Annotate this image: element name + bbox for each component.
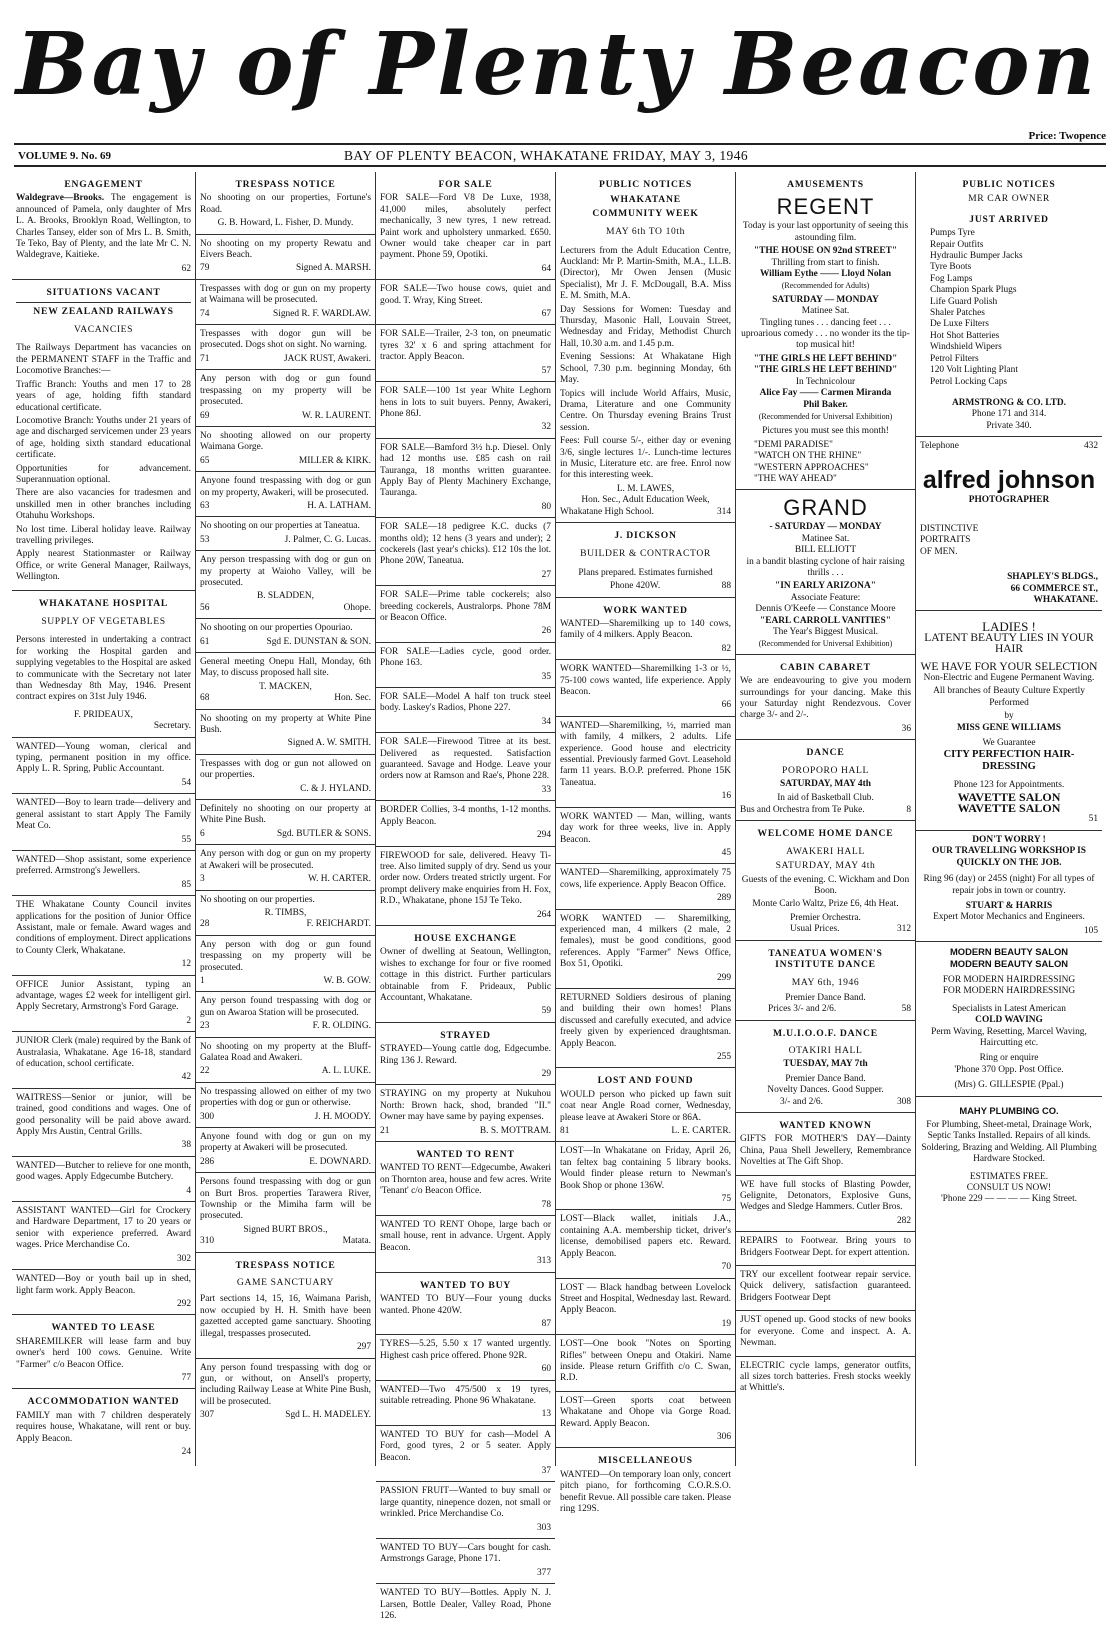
lost-found-ad: LOST—Green sports coat between Whakatane and Ohope via Gorge Road. Reward. Apply Beacon. 306 bbox=[556, 1392, 735, 1449]
product-list-item: De Luxe Filters bbox=[930, 319, 989, 330]
photographer-ad: Telephone 432 alfred johnson PHOTOGRAPHER DISTINCTIVE PORTRAITS OF MEN. SHAPLEY'S BLDGS., 66 COMMERCE ST., WHAKATANE. bbox=[916, 437, 1102, 611]
product-list-item: 120 Volt Lighting Plant bbox=[930, 365, 1018, 376]
product-list-item: Life Guard Polish bbox=[930, 296, 998, 307]
welcome-home-dance-ad: WELCOME HOME DANCE AWAKERI HALL SATURDAY, MAY 4th Guests of the evening. C. Wickham and Don Boon. Monte Carlo Waltz, Prize £6, 4th Heat. Premier Orchestra. Usual Prices. 312 bbox=[736, 821, 915, 940]
lost-found-ad: LOST—One book "Notes on Sporting Rifles" between Onepu and Otakiri. Name inside. Please return Griffith c/o C. Swan, R.D. bbox=[556, 1335, 735, 1392]
regent-theatre-ad: AMUSEMENTS REGENT Today is your last opportunity of seeing this astounding film. "THE HOUSE ON 92nd STREET" Thrilling from start to finish. William Eythe —— Lloyd Nolan (Recommended for Adults) SATURDAY — MONDAY Matinee Sat. Tingling tunes . . . dancing feet . . . uproarious comedy . . . no wonder its the tip-top musical hit! "THE GIRLS HE LEFT BEHIND" "THE GIRLS HE LEFT BEHIND" In Technicolour Alice Fay —— Carmen Miranda Phil Baker. (Recommended for Universal Exhibition) Pictures you must see this month! "DEMI PARADISE" "WATCH ON THE RHINE" "WESTERN APPROACHES" "THE WAY AHEAD" bbox=[736, 172, 915, 490]
page-columns bbox=[12, 172, 1102, 1622]
wanted-known-ad: WE have full stocks of Blasting Powder, Gelignite, Detonators, Explosive Guns, Wedges and Sledge Hammers. Cutler Bros. 282 bbox=[736, 1176, 915, 1233]
for-sale-ad: FOR SALE FOR SALE—Ford V8 De Luxe, 1938, 41,000 miles, absolutely perfect mechanically, 3 new tyres, 1 new retread. Paint work and upholstery unmarked. £650. Owner would take cheaper car in part payment. Phone 59, Opotiki. 64 bbox=[376, 172, 555, 280]
wanted-to-buy-ad: WANTED TO BUY WANTED TO BUY—Four young ducks wanted. Phone 420W. 87 bbox=[376, 1273, 555, 1336]
regent-heading: REGENT bbox=[776, 194, 875, 220]
for-sale-ad: FOR SALE—Trailer, 2-3 ton, on pneumatic tyres 32' x 6 and spring attachment for tractor. Apply Beacon. 57 bbox=[376, 325, 555, 382]
for-sale-ad: FOR SALE—100 1st year White Leghorn hens in lots to suit buyers. Penny, Awakeri, Phone 86J. 32 bbox=[376, 382, 555, 439]
for-sale-ad: FIREWOOD for sale, delivered. Heavy Ti-tree. Also limited supply of dry. Send us your order now. Orders treated strictly urgent. For prompt delivery make enquiries from H. Fox, R.D., Whakatane, phone 15J Te Teko. 264 bbox=[376, 847, 555, 926]
hairdressing-ad: LADIES ! LATENT BEAUTY LIES IN YOUR HAIR WE HAVE FOR YOUR SELECTION Non-Electric and Eugene Permanent Waving. All branches of Beauty Culture Expertly Performed by MISS GENE WILLIAMS We Guarantee CITY PERFECTION HAIR-DRESSING Phone 123 for Appointments. WAVETTE SALON WAVETTE SALON 51 bbox=[916, 611, 1102, 831]
wanted-to-buy-ad: PASSION FRUIT—Wanted to buy small or large quantity, ninepence dozen, not small or wrinkled. Price Merchandise Co. 303 bbox=[376, 1482, 555, 1539]
product-list bbox=[920, 228, 1098, 388]
plumbing-ad: MAHY PLUMBING CO. For Plumbing, Sheet-metal, Drainage Work, Septic Tanks Installed. Repairs of all kinds. Soldering, Brazing and Welding. All Plumbing Hardware Stocked. ESTIMATES FREE. CONSULT US NOW! 'Phone 229 — — — — King Street. bbox=[921, 1104, 1097, 1205]
strayed-ad: STRAYED STRAYED—Young cattle dog, Edgecumbe. Ring 136 J. Reward. 29 bbox=[376, 1023, 555, 1086]
volume-number: VOLUME 9. No. 69 bbox=[18, 150, 111, 162]
product-list-item: Petrol Locking Caps bbox=[930, 376, 1008, 387]
classified-ad: JUNIOR Clerk (male) required by the Bank of Australasia, Whakatane. Age 16-18, standard of education, school certificate. 42 bbox=[12, 1032, 195, 1089]
classified-ad: OFFICE Junior Assistant, typing an advantage, wages £2 week for intelligent girl. Apply Secretary, Armstrong's Ford Garage. 2 bbox=[12, 976, 195, 1033]
dateline-text: BAY OF PLENTY BEACON, WHAKATANE FRIDAY, MAY 3, 1946 bbox=[344, 148, 748, 163]
product-list-item: Tyre Boots bbox=[930, 262, 972, 273]
dateline-bar bbox=[14, 143, 1106, 167]
trespass-notice: Any person with dog or gun found trespassing on my property will be prosecuted. 69 W. R. LAURENT. bbox=[196, 370, 375, 427]
meeting-notice: General meeting Onepu Hall, Monday, 6th May, to discuss proposed hall site. T. MACKEN, 68 Hon. Sec. bbox=[196, 653, 375, 710]
lodge-dance-ad: M.U.I.O.O.F. DANCE OTAKIRI HALL TUESDAY, MAY 7th Premier Dance Band. Novelty Dances. Good Supper. 3/- and 2/6. 308 bbox=[736, 1021, 915, 1113]
product-list-item: Hot Shot Batteries bbox=[930, 330, 1000, 341]
classified-ad: WANTED—Young woman, clerical and typing, permanent position in my office. Apply L. R. Spring, Public Accountant. 54 bbox=[12, 738, 195, 795]
work-wanted-ad: WORK WANTED WANTED—Sharemilking up to 140 cows, family of 4 milkers. Apply Beacon. 82 bbox=[556, 598, 735, 661]
trespass-notice: No shooting allowed on our property Waimana Gorge. 65 MILLER & KIRK. bbox=[196, 427, 375, 472]
lost-found-ad: LOST AND FOUND WOULD person who picked up fawn suit coat near Angle Road corner, Wednesday, please leave at Awakeri Store or 86A. 81 L. E. CARTER. bbox=[556, 1068, 735, 1142]
trespass-notice: Any person found trespassing with dog or gun on Awaroa Station will be prosecuted. 23 F. R. OLDING. bbox=[196, 992, 375, 1037]
section-heading: SITUATIONS VACANT bbox=[46, 287, 161, 299]
trespass-notice: Anyone found trespassing with dog or gun on my property, Awakeri, will be prosecuted. 63 H. A. LATHAM. bbox=[196, 472, 375, 517]
column-1 bbox=[12, 172, 196, 1466]
classified-ad: WANTED—Boy or youth bail up in shed, light farm work. Apply Beacon. 292 bbox=[12, 1270, 195, 1315]
product-list-item: Repair Outfits bbox=[930, 239, 984, 250]
accommodation-ad: ACCOMMODATION WANTED FAMILY man with 7 children desperately requires house, Whakatane, will rent or buy. Apply Beacon. 24 bbox=[16, 1396, 191, 1457]
work-wanted-ad: WANTED—Sharemilking, approximately 75 cows, life experience. Apply Beacon Office. 289 bbox=[556, 864, 735, 909]
house-exchange-ad: HOUSE EXCHANGE Owner of dwelling at Seatoun, Wellington, wishes to exchange for four or five roomed cottage in this district. Further particulars obtainable from F. Prideaux, Public Accountant, Whakatane. 59 bbox=[376, 926, 555, 1023]
classified-ad: WANTED—Boy to learn trade—delivery and general assistant to start Apply The Family Meat Co. 55 bbox=[12, 794, 195, 851]
grand-heading: GRAND bbox=[783, 495, 868, 521]
for-sale-ad: FOR SALE—Two house cows, quiet and good. T. Wray, King Street. 67 bbox=[376, 280, 555, 325]
trespass-notice: No shooting on my property at the Bluff-Galatea Road and Awakeri. 22 A. L. LUKE. bbox=[196, 1038, 375, 1083]
trespass-notice: No shooting on my property Rewatu and Eivers Beach. 79 Signed A. MARSH. bbox=[196, 235, 375, 280]
work-wanted-ad: WORK WANTED — Sharemilking, experienced man, 4 milkers (2 male, 2 females), must be good conditions, good references. Apply "Farmer" News Office, Box 51, Opotiki. 299 bbox=[556, 910, 735, 989]
strayed-ad: STRAYING on my property at Nukuhou North: Brown hack, shod, branded "II." Owner may have same by paying expenses. 21 B. S. MOTTRAM. bbox=[376, 1085, 555, 1142]
grand-theatre-ad: GRAND - SATURDAY — MONDAY Matinee Sat. BILL ELLIOTT in a bandit blasting cyclone of hair raising thrills . . . "IN EARLY ARIZONA" Associate Feature: Dennis O'Keefe — Constance Moore "EARL CARROLL VANITIES" The Year's Biggest Musical. (Recommended for Universal Exhibition) bbox=[736, 490, 915, 654]
product-list-item: Hydraulic Bumper Jacks bbox=[930, 251, 1023, 262]
miscellaneous-ad: MISCELLANEOUS WANTED—On temporary loan only, concert pitch piano, for forthcoming C.O.R.S.O. benefit Revue. All possible care taken. Please ring 129S. bbox=[560, 1455, 731, 1514]
game-sanctuary-notice: TRESPASS NOTICE GAME SANCTUARY Part sections 14, 15, 16, Waimana Parish, now occupied by H. H. Smith have been gazetted accepted game sanctuary. Shooting illegal, trespasses prosecuted. 297 bbox=[196, 1253, 375, 1359]
photographer-name: alfred johnson bbox=[922, 465, 1096, 494]
trespass-notice: No shooting on our properties Opouriao. 61 Sgd E. DUNSTAN & SON. bbox=[196, 619, 375, 653]
wanted-known-ad: TRY our excellent footwear repair service. Quick delivery, satisfaction guaranteed. Bridgers Footwear Dept bbox=[736, 1266, 915, 1311]
workshop-ad: DON'T WORRY ! OUR TRAVELLING WORKSHOP IS QUICKLY ON THE JOB. Ring 96 (day) or 245S (night) For all types of repair jobs in town or country. STUART & HARRIS Expert Motor Mechanics and Engineers. 105 bbox=[916, 831, 1102, 942]
trespass-notice: No shooting on our properties. R. TIMBS, 28 F. REICHARDT. bbox=[196, 891, 375, 936]
trespass-notice: No shooting on my property at White Pine Bush. Signed A. W. SMITH. bbox=[196, 710, 375, 755]
lease-ad: WANTED TO LEASE SHAREMILKER will lease farm and buy owner's herd 100 cows. Genuine. Write "Farmer" c/o Beacon Office. 77 bbox=[12, 1315, 195, 1389]
masthead bbox=[0, 0, 1114, 163]
product-list-item: Shaler Patches bbox=[930, 308, 985, 319]
for-sale-ad: FOR SALE—Prime table cockerels; also breeding cockerels, Australorps. Phone 78M or Beacon Office. 26 bbox=[376, 586, 555, 643]
wanted-to-rent-ad: WANTED TO RENT WANTED TO RENT—Edgecumbe, Awakeri on Thornton area, house and few acres. Write 'Tenant' c/o Beacon Office. 78 bbox=[376, 1142, 555, 1216]
work-wanted-ad: WORK WANTED — Man, willing, wants day work for three weeks, live in. Apply Beacon. 45 bbox=[556, 808, 735, 865]
trespass-notice: Persons found trespassing with dog or gun on Burt Bros. properties Tarawera River, Township or the Mimiha farm will be prosecuted. Signed BURT BROS., 310 Matata. bbox=[196, 1173, 375, 1252]
work-wanted-ad: WORK WANTED—Sharemilking 1-3 or ½, 75-100 cows wanted, life experience. Apply Beacon. 66 bbox=[556, 660, 735, 717]
wanted-known-ad: WANTED KNOWN GIFTS FOR MOTHER'S DAY—Dainty China, Paua Shell Jewellery, Remembrance Novelties at The Gift Shop. bbox=[736, 1113, 915, 1176]
for-sale-ad: FOR SALE—Firewood Titree at its best. Delivered as requested. Satisfaction guaranteed. Savage and Hodge. Leave your orders now at Ramson and Rae's, Phone 228. 33 bbox=[376, 733, 555, 801]
trespass-notice: Trespasses with dog or gun on my property at Waimana will be prosecuted. 74 Signed R. F. WARDLAW. bbox=[196, 280, 375, 325]
car-owner-ad: PUBLIC NOTICES MR CAR OWNER JUST ARRIVED Pumps Tyre Repair Outfits Hydraulic Bumper Jacks Tyre Boots Fog Lamps Champion Spark Plugs Life Guard Polish Shaler Patches De Luxe Filters Hot Shot Batteries Windshield Wipers Petrol Filters 120 Volt Lighting Plant Petrol Locking Caps ARMSTRONG & CO. LTD. Phone 171 and 314. Private 340. bbox=[916, 172, 1102, 437]
newspaper-title: Bay of Plenty Beacon bbox=[15, 14, 1099, 115]
trespass-notice: No shooting on our properties at Taneatua. 53 J. Palmer, C. G. Lucas. bbox=[196, 517, 375, 551]
for-sale-ad: FOR SALE—Model A half ton truck steel body. Laskey's Radios, Phone 227. 34 bbox=[376, 688, 555, 733]
railways-ad: SITUATIONS VACANT NEW ZEALAND RAILWAYS VACANCIES The Railways Department has vacancies on the PERMANENT STAFF in the Traffic and Locomotive Branches:— Traffic Branch: Youths and men 17 to 28 years of age, holding fifth standard educational certificate. Locomotive Branch: Youths under 21 years of age and discharged servicemen under 23 years of age, holding sixth standard educational certificate. Opportunities for advancement. Superannuation optional. There are also vacancies for tradesmen and unskilled men in other branches including Otahuhu Workshops. No lost time. Liberal holiday leave. Railway travelling privileges. Apply nearest Stationmaster or Railway Office, or write General Manager, Railways, Wellington. bbox=[12, 280, 195, 590]
column-5 bbox=[736, 172, 916, 1466]
wanted-known-ad: JUST opened up. Good stocks of new books for everyone. Come and inspect. A. A. Newman. bbox=[736, 1311, 915, 1356]
section-heading: ENGAGEMENT bbox=[64, 179, 143, 190]
trespass-notice: TRESPASS NOTICE No shooting on our properties, Fortune's Road. G. B. Howard, L. Fisher, D. Mundy. bbox=[196, 172, 375, 235]
product-list-item: Fog Lamps bbox=[930, 273, 973, 284]
wanted-to-buy-ad: WANTED TO BUY—Bottles. Apply N. J. Larsen, Bottle Dealer, Valley Road, Phone 126. bbox=[380, 1588, 551, 1622]
for-sale-ad: FOR SALE—Ladies cycle, good order. Phone 163. 35 bbox=[376, 643, 555, 688]
wanted-to-buy-ad: WANTED TO BUY—Cars bought for cash. Armstrongs Garage, Phone 171. 377 bbox=[376, 1539, 555, 1584]
wanted-known-ad: REPAIRS to Footwear. Bring yours to Bridgers Footwear Dept. for expert attention. bbox=[736, 1232, 915, 1266]
trespass-notice: Trespasses with dog or gun not allowed on our properties. C. & J. HYLAND. bbox=[196, 755, 375, 800]
trespass-notice: No trespassing allowed on either of my two properties with dog or gun or otherwise. 300 J. H. MOODY. bbox=[196, 1083, 375, 1128]
wanted-to-rent-ad: WANTED TO RENT Ohope, large bach or small house, rent in advance. Urgent. Apply Beacon. 313 bbox=[376, 1216, 555, 1273]
wanted-to-buy-ad: TYRES—5.25, 5.50 x 17 wanted urgently. Highest cash price offered. Phone 92R. 60 bbox=[376, 1335, 555, 1380]
classified-ad: ASSISTANT WANTED—Girl for Crockery and Hardware Department, 17 to 20 years or senior with experience preferred. Award wages. Price Merchandise Co. 302 bbox=[12, 1202, 195, 1270]
hospital-notice: WHAKATANE HOSPITAL SUPPLY OF VEGETABLES Persons interested in undertaking a contract for working the Hospital garden and supplying vegetables to the Hospital are asked to communicate with the Secretary not later than Wednesday 8th May, 1946. Present contract expires on 31st July 1946. F. PRIDEAUX, Secretary. bbox=[12, 591, 195, 738]
lost-found-ad: LOST—Black wallet, initials J.A., containing A.A. membership ticket, driver's license, demobilised papers etc. Reward. Apply Beacon. 70 bbox=[556, 1210, 735, 1278]
product-list-item: Windshield Wipers bbox=[930, 342, 1002, 353]
wanted-to-buy-ad: WANTED TO BUY for cash—Model A Ford, good tyres, 2 or 5 seater. Apply Beacon. 37 bbox=[376, 1426, 555, 1483]
classified-ad: WANTED—Shop assistant, some experience preferred. Armstrong's Jewellers. 85 bbox=[12, 851, 195, 896]
column-6 bbox=[916, 172, 1102, 1466]
trespass-notice: Any person found trespassing with dog or gun, or without, on Ansell's property, including Railway Lease at White Pine Bush, will be prosecuted. 307 Sgd L. H. MADELEY. bbox=[200, 1362, 371, 1421]
trespass-notice: Definitely no shooting on our property at White Pine Bush. 6 Sgd. BUTLER & SONS. bbox=[196, 800, 375, 845]
classified-ad: WANTED—Butcher to relieve for one month, good wages. Apply Edgecumbe Butchery. 4 bbox=[12, 1157, 195, 1202]
trespass-notice: Anyone found with dog or gun on my property at Awakeri will be prosecuted. 286 E. DOWNARD. bbox=[196, 1128, 375, 1173]
lost-found-ad: LOST—In Whakatane on Friday, April 26, tan feltex bag containing 5 library books. Would finder please return to Newman's Book Shop or phone 136W. 75 bbox=[556, 1142, 735, 1210]
trespass-notice: Any person with dog or gun on my property at Awakeri will be prosecuted. 3 W. H. CARTER. bbox=[196, 845, 375, 890]
lost-found-ad: LOST — Black handbag between Lovelock Street and Hospital, Wednesday last. Reward. Apply Beacon. 19 bbox=[556, 1279, 735, 1336]
classified-ad: WAITRESS—Senior or junior, will be trained, good conditions and wages. One of good personality will be paid above award. Apply Mrs Austin, Central Grills. 38 bbox=[12, 1089, 195, 1157]
product-list-item: Champion Spark Plugs bbox=[930, 285, 1017, 296]
column-3 bbox=[376, 172, 556, 1622]
work-wanted-ad: RETURNED Soldiers desirous of planing and building their own homes! Plans discussed and carefully executed, and advice freely given by experienced draughtsman. Apply Beacon. 255 bbox=[556, 989, 735, 1068]
product-list-item: Petrol Filters bbox=[930, 353, 979, 364]
for-sale-ad: FOR SALE—Bamford 3½ h.p. Diesel. Only had 12 months use. £85 cash on rail Tauranga, 18 months written guarantee. Apply Bay of Plenty Machinery Exchange, Tauranga. 80 bbox=[376, 439, 555, 518]
trespass-notice: Any person trespassing with dog or gun on my property at Waioho Valley, will be prosecuted. B. SLADDEN, 56 Ohope. bbox=[196, 551, 375, 619]
price: Price: Twopence bbox=[1028, 130, 1106, 142]
trespass-notice: Trespasses with dogor gun will be prosecuted. Dogs shot on sight. No warning. 71 JACK RUST, Awakeri. bbox=[196, 325, 375, 370]
wanted-to-buy-ad: WANTED—Two 475/500 x 19 tyres, suitable retreading. Phone 96 Whakatane. 13 bbox=[376, 1381, 555, 1426]
product-list-item: Pumps Tyre bbox=[930, 228, 975, 239]
for-sale-ad: BORDER Collies, 3-4 months, 1-12 months. Apply Beacon. 294 bbox=[376, 801, 555, 846]
builder-ad: J. DICKSON BUILDER & CONTRACTOR Plans prepared. Estimates furnished Phone 420W. 88 bbox=[556, 523, 735, 598]
engagement-notice: ENGAGEMENT Waldegrave—Brooks. The engagement is announced of Pamela, only daughter of Mrs L. A. Brooks, Brooklyn Road, Wellington, to Charles Tansey, elder son of Mrs L. B. Smith, Te Teko, Bay of Plenty, and the late Mr C. N. Waldegrave, Kaitieke. 62 bbox=[12, 172, 195, 280]
institute-dance-ad: TANEATUA WOMEN'S INSTITUTE DANCE MAY 6th, 1946 Premier Dance Band. Prices 3/- and 2/6. 58 bbox=[736, 941, 915, 1021]
column-4 bbox=[556, 172, 736, 1514]
wanted-known-ad: ELECTRIC cycle lamps, generator outfits, all sizes torch batteries. Fresh stocks weekly at Whittle's. bbox=[740, 1360, 911, 1394]
for-sale-ad: FOR SALE—18 pedigree K.C. ducks (7 months old); 12 hens (3 years and under); 2 cockerels (last year's chicks). £12 10s the lot. Phone 20W, Taneatua. 27 bbox=[376, 518, 555, 586]
trespass-notice: Any person with dog or gun found trespassing on my property will be prosecuted. 1 W. B. GOW. bbox=[196, 936, 375, 993]
column-2 bbox=[196, 172, 376, 1466]
classified-ad: THE Whakatane County Council invites applications for the position of Junior Office Assistant, male or female. Award wages and conditions of employment. Direct applications to County Clerk, Whakatane. 12 bbox=[12, 896, 195, 975]
cabaret-ad: CABIN CABARET We are endeavouring to give you modern surroundings for your dancing. Make this your Saturday night Rendezvous. Cover charge 3/- and 2/-. 36 bbox=[736, 655, 915, 740]
community-week-notice: PUBLIC NOTICES WHAKATANE COMMUNITY WEEK MAY 6th TO 10th Lecturers from the Adult Education Centre, Auckland: Mr P. Martin-Smith, M.A., LL.B. (Director), Mr Owen Jensen (Music Specialist), Mr J. F. McDougall, B.A. Miss E. M. Smith, M.A. Day Sessions for Women: Tuesday and Thursday, Masonic Hall, Louvain Street, Wednesday and Friday, Methodist Church Hall, 10.30 a.m. and 1.45 p.m. Evening Sessions: At Whakatane High School, 7.30 p.m. beginning Monday, 6th May. Topics will include World Affairs, Music, Drama, Literature and one Community Centre. On Thursday evening Brains Trust session. Fees: Full course 5/-, either day or evening 3/6, single lectures 1/-. Lunch-time lectures in Music, Literature etc. are free. Enrol now for this interesting week. L. M. LAWES, Hon. Sec., Adult Education Week, Whakatane High School. 314 bbox=[556, 172, 735, 523]
dance-ad: DANCE POROPORO HALL SATURDAY, MAY 4th In aid of Basketball Club. Bus and Orchestra from Te Puke. 8 bbox=[736, 740, 915, 821]
beauty-salon-ad: MODERN BEAUTY SALON MODERN BEAUTY SALON FOR MODERN HAIRDRESSING FOR MODERN HAIRDRESSING Specialists in Latest American COLD WAVING Perm Waving, Resetting, Marcel Waving, Haircutting etc. Ring or enquire 'Phone 370 Opp. Post Office. (Mrs) G. GILLESPIE (Ppal.) bbox=[916, 942, 1102, 1096]
work-wanted-ad: WANTED—Sharemilking, ½, married man with family, 4 milkers, 2 adults. Life experience. Good house and electricity essential. Previously farmed Govt. Leasehold farm 11 years. B.O.P. preferred. Phone 15K Taneatua. 16 bbox=[556, 717, 735, 808]
